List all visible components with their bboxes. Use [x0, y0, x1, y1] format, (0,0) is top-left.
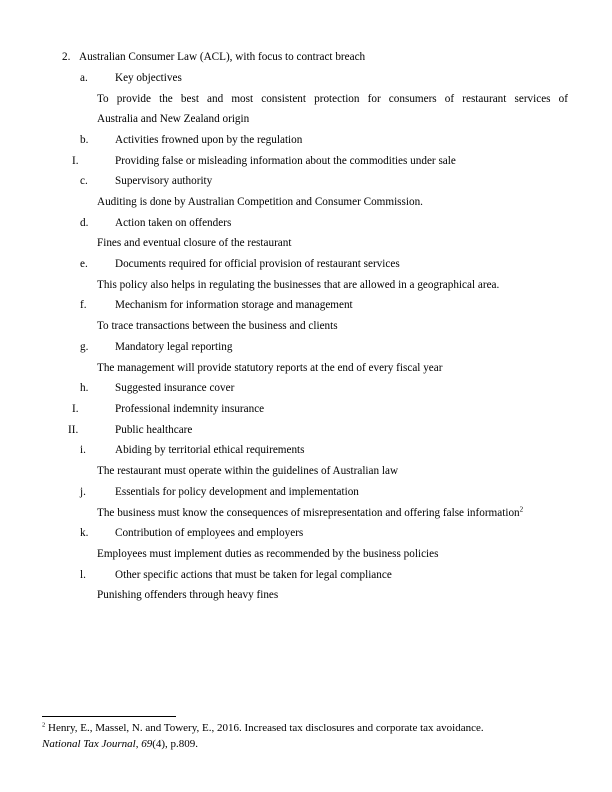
footnote-volume: 69 — [141, 738, 153, 750]
item-b-sub1-label: Providing false or misleading information about the commodities under sale — [115, 155, 456, 167]
item-e-marker: e. — [80, 258, 88, 270]
footnote-reference[interactable]: 2 — [519, 505, 524, 514]
item-f-marker: f. — [80, 299, 87, 311]
item-k-marker: k. — [80, 527, 89, 539]
item-h-sub1-marker: I. — [72, 403, 79, 415]
item-l-marker: l. — [80, 569, 86, 581]
item-e-label: Documents required for official provision of restaurant services — [115, 258, 400, 270]
item-k-body: Employees must implement duties as recommended by the business policies — [97, 548, 439, 560]
item-h-label: Suggested insurance cover — [115, 382, 235, 394]
item-j-marker: j. — [80, 486, 86, 498]
footnote-number: 2 — [42, 721, 46, 729]
heading-title: Australian Consumer Law (ACL), with focus to contract breach — [79, 51, 366, 63]
footnote-citation: Henry, E., Massel, N. and Towery, E., 2016. Increased tax disclosures and corporate tax avoidance. — [45, 722, 484, 734]
item-a-body-line1: To provide the best and most consistent protection for consumers of restaurant services of — [97, 93, 568, 105]
footnote-separator — [42, 716, 176, 717]
item-c-body: Auditing is done by Australian Competition and Consumer Commission. — [97, 196, 423, 208]
footnote-line1 — [42, 721, 484, 735]
footnote-line2 — [42, 737, 198, 751]
item-j-body-line — [97, 506, 523, 520]
item-d-marker: d. — [80, 217, 89, 229]
item-f-body: To trace transactions between the business and clients — [97, 320, 338, 332]
item-i-marker: i. — [80, 444, 86, 456]
item-g-body: The management will provide statutory reports at the end of every fiscal year — [97, 362, 443, 374]
item-g-label: Mandatory legal reporting — [115, 341, 233, 353]
item-g-marker: g. — [80, 341, 89, 353]
footnote-pages: (4), p.809. — [152, 738, 199, 750]
item-e-body: This policy also helps in regulating the businesses that are allowed in a geographical area. — [97, 279, 500, 291]
footnote-journal: National Tax Journal — [42, 738, 136, 750]
item-c-label: Supervisory authority — [115, 175, 213, 187]
item-f-label: Mechanism for information storage and management — [115, 299, 353, 311]
item-d-body: Fines and eventual closure of the restaurant — [97, 237, 292, 249]
item-h-marker: h. — [80, 382, 89, 394]
item-c-marker: c. — [80, 175, 88, 187]
item-d-label: Action taken on offenders — [115, 217, 232, 229]
item-i-body: The restaurant must operate within the guidelines of Australian law — [97, 465, 399, 477]
item-a-label: Key objectives — [115, 72, 182, 84]
heading-number: 2. — [62, 51, 71, 63]
item-k-label: Contribution of employees and employers — [115, 527, 304, 539]
item-j-label: Essentials for policy development and implementation — [115, 486, 359, 498]
item-h-sub1-label: Professional indemnity insurance — [115, 403, 265, 415]
footnote-separator-text: , — [135, 738, 142, 750]
item-j-body: The business must know the consequences of misrepresentation and offering false information — [97, 507, 520, 519]
item-l-body: Punishing offenders through heavy fines — [97, 589, 279, 601]
item-i-label: Abiding by territorial ethical requirements — [115, 444, 305, 456]
item-h-sub2-marker: II. — [68, 424, 79, 436]
item-h-sub2-label: Public healthcare — [115, 424, 193, 436]
item-a-body-line2: Australia and New Zealand origin — [97, 113, 250, 125]
item-b-marker: b. — [80, 134, 89, 146]
item-a-marker: a. — [80, 72, 88, 84]
item-b-sub1-marker: I. — [72, 155, 79, 167]
item-b-label: Activities frowned upon by the regulation — [115, 134, 303, 146]
item-l-label: Other specific actions that must be taken for legal compliance — [115, 569, 392, 581]
